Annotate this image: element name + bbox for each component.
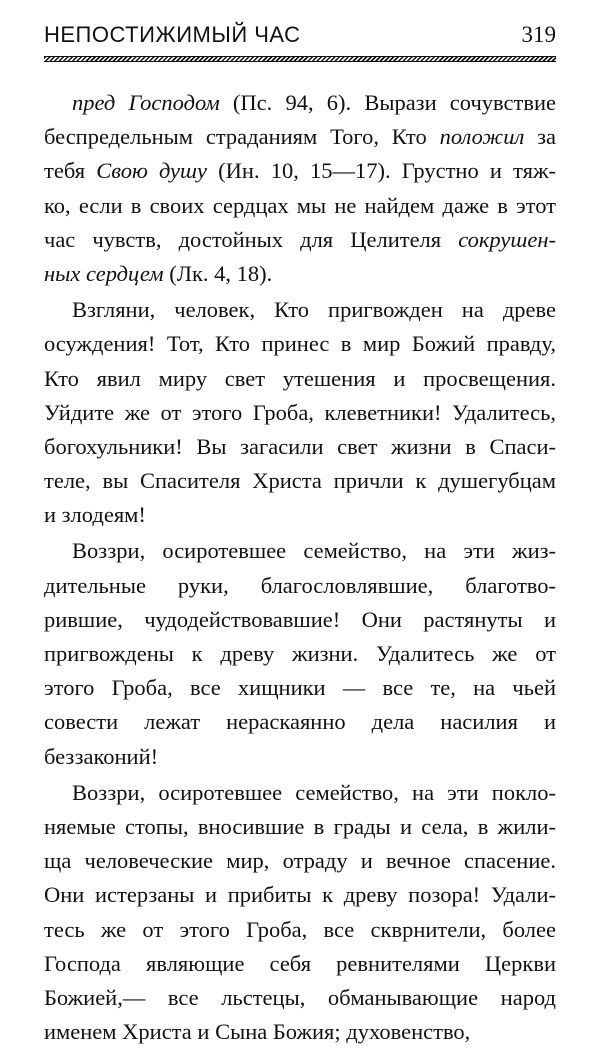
- text-run: Кто явил миру свет утешения и просвещения.: [44, 365, 556, 391]
- text-run: Господа являющие себя ревнителями Церкви: [44, 950, 556, 976]
- paragraph: [44, 86, 556, 291]
- text-line: [44, 671, 556, 705]
- running-header: [44, 0, 556, 54]
- text-line: [44, 362, 556, 396]
- text-run: няемые стопы, вносившие в грады и села, в жили-: [44, 813, 556, 839]
- text-line: [44, 327, 556, 361]
- text-run: именем Христа и Сына Божия; духовенство,: [44, 1019, 471, 1045]
- text-run: беспредельным страданиям Того, Кто: [44, 124, 440, 150]
- text-run: (Ин. 10, 15—17). Грустно и тяж-: [207, 158, 556, 184]
- text-run: тесь же от этого Гроба, все скврнители, более: [44, 916, 556, 942]
- italic-run: ных сердцем: [44, 260, 164, 286]
- text-line: [44, 913, 556, 947]
- text-line: [44, 293, 556, 327]
- text-line: [44, 464, 556, 498]
- book-page: [44, 0, 557, 1045]
- text-run: час чувств, достойных для Целителя: [44, 226, 459, 252]
- italic-run: Свою душу: [96, 158, 208, 184]
- header-ornamental-rule: [44, 56, 556, 62]
- paragraph: [44, 293, 556, 532]
- text-line: [44, 257, 556, 291]
- text-line: [44, 844, 556, 878]
- text-run: пригвождены к древу жизни. Удалитесь же от: [44, 641, 556, 666]
- text-line: [44, 534, 556, 568]
- text-run: Взгляни, человек, Кто пригвожден на древе: [72, 297, 556, 323]
- text-run: совести лежат нераскаянно дела насилия и: [44, 709, 556, 735]
- text-line: [44, 637, 556, 671]
- text-run: осуждения! Тот, Кто принес в мир Божий правду,: [44, 331, 556, 357]
- paragraph: [44, 776, 556, 1049]
- running-title: НЕПОСТИЖИМЫЙ ЧАС: [44, 22, 301, 47]
- text-line: [44, 189, 556, 223]
- text-run: теле, вы Спасителя Христа причли к душегубцам: [44, 468, 556, 494]
- text-line: [44, 86, 556, 120]
- text-run: и злодеям!: [44, 502, 146, 528]
- text-run: Уйдите же от этого Гроба, клеветники! Удалитесь,: [44, 399, 556, 425]
- text-line: [44, 569, 556, 603]
- text-line: [44, 223, 556, 257]
- text-run: (Пс. 94, 6). Вырази сочувствие: [219, 90, 556, 115]
- text-line: [44, 947, 556, 981]
- text-run: богохульники! Вы загасили свет жизни в Спаси-: [44, 433, 556, 459]
- text-run: Воззри, осиротевшее семейство, на эти покло-: [72, 779, 556, 805]
- text-line: [44, 396, 556, 430]
- text-run: тебя: [44, 158, 97, 184]
- text-run: Они истерзаны и прибиты к древу позора! Удали-: [44, 882, 556, 908]
- text-run: Воззри, осиротевшее семейство, на эти жиз-: [72, 538, 556, 564]
- italic-run: пред Господом: [72, 90, 220, 115]
- text-line: [44, 120, 556, 154]
- text-run: ко, если в своих сердцах мы не найдем даже в этот: [44, 192, 556, 218]
- text-line: [44, 1015, 556, 1049]
- text-run: (Лк. 4, 18).: [163, 260, 273, 286]
- text-run: беззаконий!: [44, 743, 159, 769]
- text-line: [44, 430, 556, 464]
- text-line: [44, 810, 556, 844]
- text-line: [44, 878, 556, 912]
- text-line: [44, 981, 556, 1015]
- text-line: [44, 498, 556, 532]
- text-run: Божией,— все льстецы, обманывающие народ: [44, 984, 556, 1010]
- page-number: 319: [521, 22, 556, 47]
- body-text: [44, 86, 556, 1049]
- text-run: этого Гроба, все хищники — все те, на чьей: [44, 675, 556, 701]
- text-line: [44, 603, 556, 637]
- text-line: [44, 154, 556, 188]
- text-run: за: [524, 124, 557, 150]
- text-line: [44, 776, 556, 810]
- text-line: [44, 705, 556, 739]
- italic-run: положил: [439, 124, 525, 150]
- italic-run: сокрушен-: [458, 226, 556, 252]
- text-run: рившие, чудодействовавшие! Они растянуты и: [44, 606, 556, 632]
- text-run: дительные руки, благословлявшие, благотво-: [44, 572, 556, 598]
- paragraph: [44, 534, 556, 773]
- text-run: ща человеческие мир, отраду и вечное спасение.: [44, 848, 556, 874]
- text-line: [44, 740, 556, 774]
